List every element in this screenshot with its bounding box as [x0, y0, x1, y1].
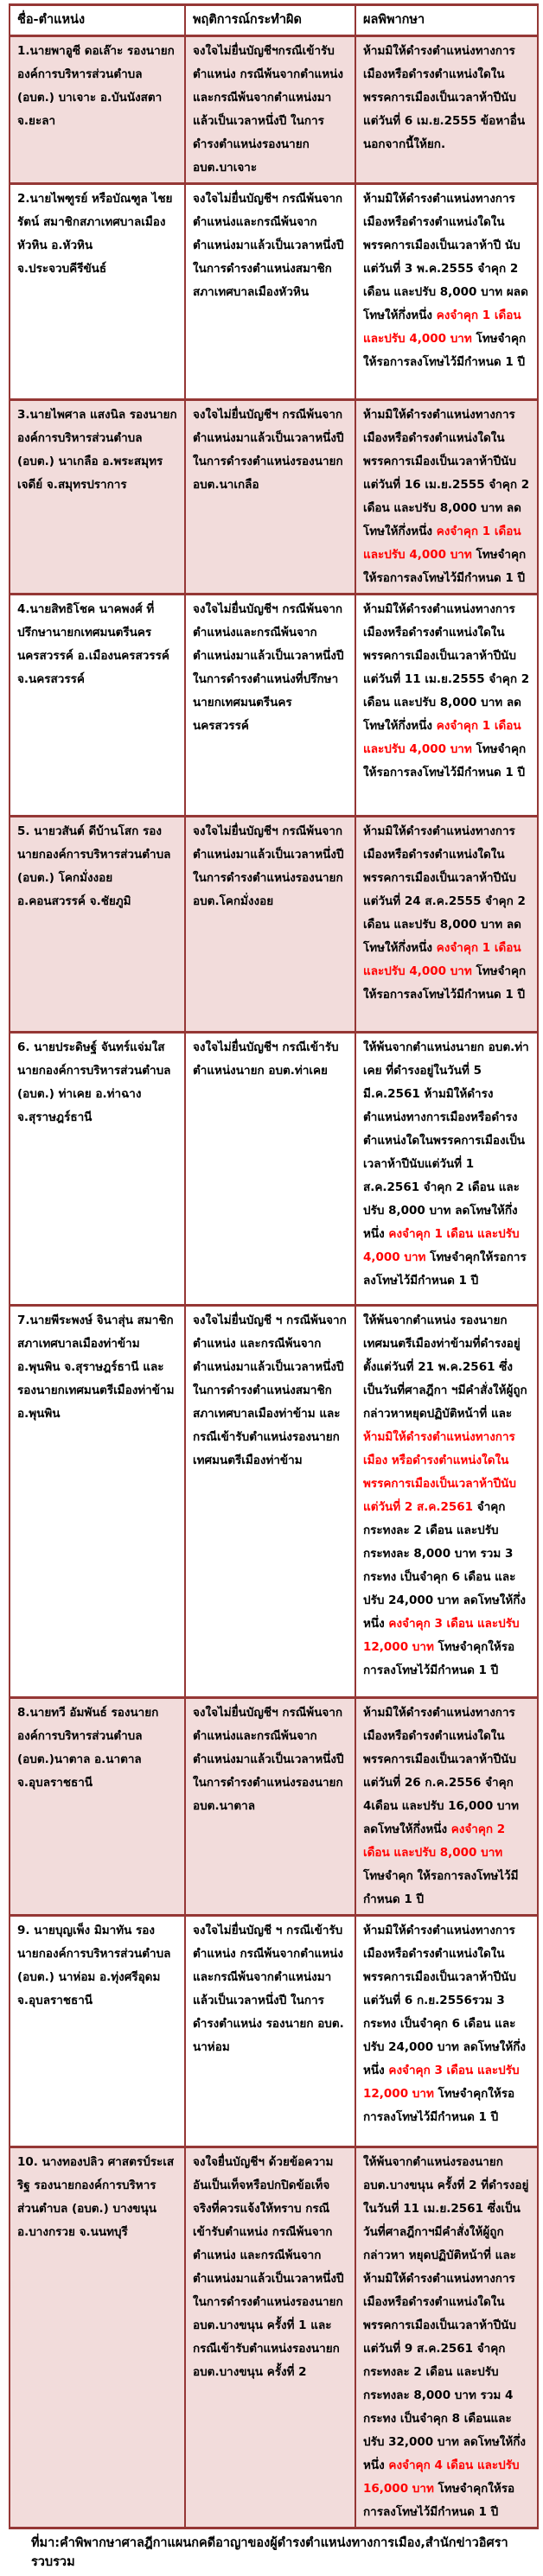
verdict-text: โทษจำคุกให้รอการลงโทษไว้มีกำหนด 1 ปี: [363, 2087, 515, 2124]
header-row: [10, 5, 538, 36]
verdict-highlight-text: คงจำคุก 3 เดือน และปรับ 12,000 บาท: [363, 1617, 520, 1654]
cell-verdict: [355, 817, 538, 1033]
verdict-text: โทษจำคุก ให้รอการลงโทษไว้มีกำหนด 1 ปี: [363, 1869, 519, 1906]
cell-name-position: 1.นายพาอูซี ดอเล๊าะ รองนายกองค์การบริหารส่วนตำบล (อบต.) บาเจาะ อ.บันนังสตา จ.ยะลา: [10, 36, 185, 184]
cell-verdict: [355, 1916, 538, 2147]
cell-offense: จงใจไม่ยื่นบัญชีฯกรณีเข้ารับตำแหน่ง กรณีพ้นจากตำแหน่ง และกรณีพ้นจากตำแหน่งมาแล้วเป็นเวลาหนึ่งปี ในการดำรงตำแหน่งรองนายก อบต.บาเจาะ: [185, 36, 355, 184]
verdict-highlight-text: คงจำคุก 4 เดือน และปรับ 16,000 บาท: [363, 2458, 520, 2496]
verdict-text: ห้ามมิให้ดำรงตำแหน่งทางการเมืองหรือดำรงตำแหน่งใดในพรรคการเมืองเป็นเวลาห้าปีนับแต่วันที่ 16 เม.ย.2555 จำคุก 2 เดือน และปรับ 8,000 บาท ลดโทษให้กึ่งหนึ่ง: [363, 408, 530, 538]
table-row: [10, 1916, 538, 2147]
verdict-text: ห้ามมิให้ดำรงตำแหน่งทางการเมืองหรือดำรงตำแหน่งใดในพรรคการเมืองเป็นเวลาห้าปีนับแต่วันที่ 6 ก.ย.2556รวม 3 กระทง เป็นจำคุก 6 เดือน และปรับ 24,000 บาท ลดโทษให้กึ่งหนึ่ง: [363, 1924, 526, 2077]
table-row: [10, 36, 538, 184]
verdict-text: ห้ามมิให้ดำรงตำแหน่งทางการเมืองหรือดำรงตำแหน่งใดในพรรคการเมืองเป็นเวลาห้าปีนับแต่วันที่ 26 ก.ค.2556 จำคุก 4เดือน และปรับ 16,000 บาท ลดโทษให้กึ่งหนึ่ง: [363, 1706, 519, 1836]
cell-offense: จงใจไม่ยื่นบัญชีฯ กรณีเข้ารับตำแหน่งนายก อบต.ท่าเคย: [185, 1033, 355, 1306]
cell-name-position: 2.นายไพฑูรย์ หรือบัณฑูล ไชยรัตน์ สมาชิกสภาเทศบาลเมืองหัวหิน อ.หัวหิน จ.ประจวบคีรีขันธ์: [10, 184, 185, 400]
cell-offense: จงใจยื่นบัญชีฯ ด้วยข้อความอันเป็นเท็จหรือปกปิดข้อเท็จจริงที่ควรแจ้งให้ทราบ กรณีเข้ารับตำแหน่ง กรณีพ้นจากตำแหน่ง และกรณีพ้นจากตำแหน่งมาแล้วเป็นเวลาหนึ่งปี ในการดำรงตำแหน่งรองนายก อบต.บางขนุน ครั้งที่ 1 และกรณีเข้ารับตำแหน่งรองนายก อบต.บางขนุน ครั้งที่ 2: [185, 2147, 355, 2528]
verdict-highlight-text: คงจำคุก 3 เดือน และปรับ 12,000 บาท: [363, 2064, 520, 2101]
cell-name-position: 3.นายไพศาล แสงนิล รองนายกองค์การบริหารส่วนตำบล (อบต.) นาเกลือ อ.พระสมุทรเจดีย์ จ.สมุทรปราการ: [10, 400, 185, 595]
column-header-name-position: ชื่อ-ตำแหน่ง: [10, 5, 185, 36]
verdict-text: ห้ามมิให้ดำรงตำแหน่งทางการเมืองหรือดำรงตำแหน่งใดในพรรคการเมืองเป็นเวลาห้าปีนับแต่วันที่ 24 ส.ค.2555 จำคุก 2 เดือน และปรับ 8,000 บาท ลดโทษให้กึ่งหนึ่ง: [363, 824, 526, 955]
verdict-text: ห้ามมิให้ดำรงตำแหน่งทางการเมืองหรือดำรงตำแหน่งใดในพรรคการเมืองเป็นเวลาห้าปีนับแต่วันที่ 6 เม.ย.2555 ข้อหาอื่นนอกจากนี้ให้ยก.: [363, 44, 526, 151]
cell-name-position: 10. นางทองปลิว ศาสตรป์ระเสริฐ รองนายกองค์การบริหารส่วนตำบล (อบต.) บางขนุน อ.บางกรวย จ.นนทบุรี: [10, 2147, 185, 2528]
verdict-text: จำคุกกระทงละ 2 เดือน และปรับกระทงละ 8,000 บาท รวม 3 กระทง เป็นจำคุก 6 เดือน และปรับ 24,000 บาท ลดโทษให้กึ่งหนึ่ง: [363, 1500, 526, 1631]
verdict-text: โทษจำคุกให้รอการลงโทษไว้มีกำหนด 1 ปี: [363, 2482, 515, 2519]
cell-verdict: [355, 595, 538, 817]
cell-name-position: 8.นายทวี อัมพันธ์ รองนายกองค์การบริหารส่วนตำบล (อบต.)นาตาล อ.นาตาล จ.อุบลราชธานี: [10, 1698, 185, 1916]
table-row: [10, 1033, 538, 1306]
table-row: [10, 184, 538, 400]
verdict-text: โทษจำคุกให้รอการลงโทษไว้มีกำหนด 1 ปี: [363, 1250, 527, 1288]
cell-offense: จงใจไม่ยื่นบัญชีฯ กรณีพ้นจากตำแหน่งมาแล้วเป็นเวลาหนึ่งปี ในการดำรงตำแหน่งรองนายก อบต.นาเกลือ: [185, 400, 355, 595]
cell-verdict: [355, 2147, 538, 2528]
cell-name-position: 4.นายสิทธิโชค นาคพงศ์ ที่ปรึกษานายกเทศมนตรีนครนครสวรรค์ อ.เมืองนครสวรรค์ จ.นครสวรรค์: [10, 595, 185, 817]
cell-offense: จงใจไม่ยื่นบัญชีฯ กรณีพ้นจากตำแหน่งและกรณีพ้นจากตำแหน่งมาแล้วเป็นเวลาหนึ่งปี ในการดำรงตำแหน่งสมาชิกสภาเทศบาลเมืองหัวหิน: [185, 184, 355, 400]
cell-verdict: [355, 400, 538, 595]
cell-verdict: [355, 1306, 538, 1698]
verdict-text: ให้พ้นจากตำแหน่งรองนายก อบต.บางขนุน ครั้งที่ 2 ที่ดำรงอยู่ในวันที่ 11 เม.ย.2561 ซึ่งเป็นวันที่ศาลฎีกาฯมีคำสั่งให้ผู้ถูกกล่าวหา หยุดปฏิบัติหน้าที่ และห้ามมิให้ดำรงตำแหน่งทางการเมืองหรือดำรงตำแหน่งใดในพรรคการเมืองเป็นเวลาห้าปีนับแต่วันที่ 9 ส.ค.2561 จำคุกกระทงละ 2 เดือน และปรับกระทงละ 8,000 บาท รวม 4 กระทง เป็นจำคุก 8 เดือนและปรับ 32,000 บาท ลดโทษให้กึ่งหนึ่ง: [363, 2155, 529, 2472]
verdict-text: ห้ามมิให้ดำรงตำแหน่งทางการเมืองหรือดำรงตำแหน่งใดในพรรคการเมืองเป็นเวลาห้าปี นับแต่วันที่ 3 พ.ค.2555 จำคุก 2 เดือน และปรับ 8,000 บาท ผลดโทษให้กึ่งหนึ่ง: [363, 192, 528, 322]
column-header-verdict: ผลพิพากษา: [355, 5, 538, 36]
cell-verdict: [355, 36, 538, 184]
column-header-offense: พฤติการณ์กระทำผิด: [185, 5, 355, 36]
table-row: [10, 1306, 538, 1698]
source-note: ที่มา:คำพิพากษาศาลฎีกาแผนกคดีอาญาของผู้ดำรงตำแหน่งทางการเมือง,สำนักข่าวอิศรา รวบรวม: [31, 2536, 508, 2569]
verdict-highlight-text: คงจำคุก 1 เดือน และปรับ 4,000 บาท: [363, 719, 521, 756]
cell-name-position: 5. นายวสันต์ ดีบ้านโสก รองนายกองค์การบริหารส่วนตำบล (อบต.) โคกมั่งงอย อ.คอนสวรรค์ จ.ชัยภูมิ: [10, 817, 185, 1033]
verdict-highlight-text: คงจำคุก 1 เดือน และปรับ 4,000 บาท: [363, 1227, 520, 1264]
table-row: [10, 1698, 538, 1916]
cell-offense: จงใจไม่ยื่นบัญชี ฯ กรณีพ้นจากตำแหน่ง และกรณีพ้นจากตำแหน่งมาแล้วเป็นเวลาหนึ่งปี ในการดำรงตำแหน่งสมาชิกสภาเทศบาลเมืองท่าข้าม และกรณีเข้ารับตำแหน่งรองนายกเทศมนตรีเมืองท่าข้าม: [185, 1306, 355, 1698]
cell-verdict: [355, 1698, 538, 1916]
cell-offense: จงใจไม่ยื่นบัญชีฯ กรณีพ้นจากตำแหน่งและกรณีพ้นจากตำแหน่งมาแล้วเป็นเวลาหนึ่งปี ในการดำรงตำแหน่งรองนายก อบต.นาตาล: [185, 1698, 355, 1916]
verdict-text: โทษจำคุกให้รอการลงโทษไว้มีกำหนด 1 ปี: [363, 332, 527, 369]
table-row: [10, 595, 538, 817]
verdict-text: โทษจำคุกให้รอการลงโทษไว้มีกำหนด 1 ปี: [363, 742, 527, 779]
judgment-table: [9, 3, 539, 2529]
verdict-highlight-text: ห้ามมิให้ดำรงตำแหน่งทางการเมือง หรือดำรงตำแหน่งใดในพรรคการเมืองเป็นเวลาห้าปีนับแต่วันที่ 2 ส.ค.2561: [363, 1430, 516, 1514]
table-row: [10, 400, 538, 595]
cell-verdict: [355, 184, 538, 400]
verdict-text: โทษจำคุกให้รอการลงโทษไว้มีกำหนด 1 ปี: [363, 964, 527, 1002]
cell-offense: จงใจไม่ยื่นบัญชี ฯ กรณีเข้ารับตำแหน่ง กรณีพ้นจากตำแหน่ง และกรณีพ้นจากตำแหน่งมาแล้วเป็นเวลาหนึ่งปี ในการดำรงตำแหน่ง รองนายก อบต. นาห่อม: [185, 1916, 355, 2147]
cell-verdict: [355, 1033, 538, 1306]
cell-offense: จงใจไม่ยื่นบัญชีฯ กรณีพ้นจากตำแหน่งมาแล้วเป็นเวลาหนึ่งปี ในการดำรงตำแหน่งรองนายก อบต.โคกมั่งงอย: [185, 817, 355, 1033]
table-row: [10, 2147, 538, 2528]
verdict-highlight-text: คงจำคุก 1 เดือน และปรับ 4,000 บาท: [363, 525, 521, 562]
verdict-text: โทษจำคุกให้รอการลงโทษไว้มีกำหนด 1 ปี: [363, 1640, 515, 1677]
verdict-text: โทษจำคุกให้รอการลงโทษไว้มีกำหนด 1 ปี: [363, 548, 527, 585]
cell-name-position: 9. นายบุญเพ็ง มิมาทัน รองนายกองค์การบริหารส่วนตำบล (อบต.) นาห่อม อ.ทุ่งศรีอุดม จ.อุบลราชธานี: [10, 1916, 185, 2147]
verdict-text: ให้พ้นจากตำแหน่งนายก อบต.ท่าเคย ที่ดำรงอยู่ในวันที่ 5 มี.ค.2561 ห้ามมิให้ดำรงตำแหน่งทางการเมืองหรือดำรงตำแหน่งใดในพรรคการเมืองเป็นเวลาห้าปีนับแต่วันที่ 1 ส.ค.2561 จำคุก 2 เดือน และปรับ 8,000 บาท ลดโทษให้กึ่งหนึ่ง: [363, 1040, 529, 1241]
cell-offense: จงใจไม่ยื่นบัญชีฯ กรณีพ้นจากตำแหน่งและกรณีพ้นจากตำแหน่งมาแล้วเป็นเวลาหนึ่งปี ในการดำรงตำแหน่งที่ปรึกษานายกเทศมนตรีนครนครสวรรค์: [185, 595, 355, 817]
cell-name-position: 7.นายพีระพงษ์ จินาสุ่น สมาชิกสภาเทศบาลเมืองท่าข้าม อ.พุนพิน จ.สุราษฎร์ธานี และรองนายกเทศมนตรีเมืองท่าข้าม อ.พุนพิน: [10, 1306, 185, 1698]
verdict-highlight-text: คงจำคุก 2 เดือน และปรับ 8,000 บาท: [363, 1822, 506, 1860]
table-row: [10, 817, 538, 1033]
verdict-text: ห้ามมิให้ดำรงตำแหน่งทางการเมืองหรือดำรงตำแหน่งใดในพรรคการเมืองเป็นเวลาห้าปีนับแต่วันที่ 11 เม.ย.2555 จำคุก 2 เดือน และปรับ 8,000 บาท ลดโทษให้กึ่งหนึ่ง: [363, 602, 530, 733]
cell-name-position: 6. นายประดิษฐ์ จันทร์แจ่มใส นายกองค์การบริหารส่วนตำบล (อบต.) ท่าเคย อ.ท่าฉาง จ.สุราษฎร์ธานี: [10, 1033, 185, 1306]
verdict-text: ให้พ้นจากตำแหน่ง รองนายกเทศมนตรีเมืองท่าข้ามที่ดำรงอยู่ตั้งแต่วันที่ 21 พ.ค.2561 ซึ่งเป็นวันที่ศาลฎีกา ฯมีคำสั่งให้ผู้ถูกกล่าวหาหยุดปฏิบัติหน้าที่ และ: [363, 1313, 527, 1421]
verdict-highlight-text: คงจำคุก 1 เดือน และปรับ 4,000 บาท: [363, 941, 521, 978]
verdict-highlight-text: คงจำคุก 1 เดือน และปรับ 4,000 บาท: [363, 308, 521, 346]
